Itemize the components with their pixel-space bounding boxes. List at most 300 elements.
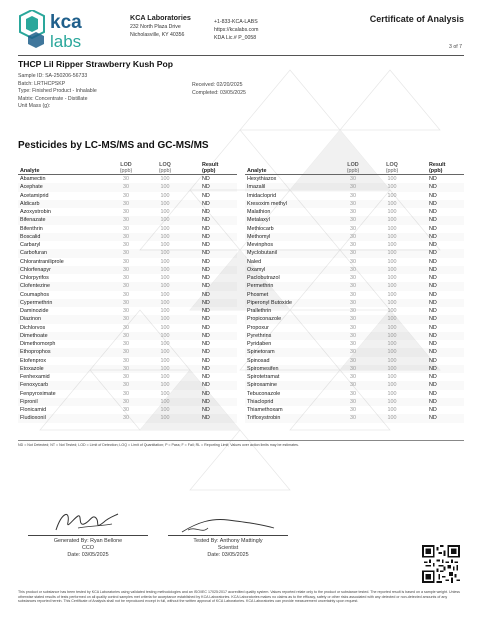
analyte-cell: Chlorantraniliprole (20, 258, 64, 265)
loq-cell: 100 (160, 316, 170, 323)
result-cell: ND (429, 299, 437, 306)
header-divider (18, 55, 464, 56)
result-cell: ND (429, 225, 437, 232)
lod-cell: 30 (350, 308, 356, 314)
loq-cell: 100 (387, 407, 397, 413)
loq-cell: 100 (160, 415, 170, 422)
analyte-cell: Prallethrin (247, 308, 272, 314)
table-right (245, 162, 464, 423)
analyte-cell: Naled (247, 258, 262, 265)
table-row (245, 365, 464, 373)
analyte-cell: Fenhexamid (20, 374, 50, 380)
result-cell: ND (202, 365, 210, 372)
lod-cell: 30 (123, 341, 129, 347)
table-row (245, 348, 464, 356)
loq-cell: 100 (387, 349, 397, 356)
table-row (18, 373, 237, 381)
result-cell: ND (202, 415, 210, 422)
lod-cell: 30 (123, 324, 129, 331)
table-row (245, 406, 464, 414)
result-cell: ND (429, 258, 437, 265)
lod-cell: 30 (123, 316, 129, 323)
table-bottom-divider (18, 440, 464, 441)
table-row (18, 208, 237, 216)
table-row (18, 348, 237, 356)
signature-line (28, 535, 148, 536)
analyte-cell: Daminozide (20, 308, 49, 314)
loq-cell: 100 (160, 192, 170, 199)
analyte-cell: Fenoxycarb (20, 382, 49, 389)
result-cell: ND (202, 390, 210, 397)
loq-cell: 100 (160, 291, 170, 298)
result-cell: ND (429, 357, 437, 364)
table-row (245, 216, 464, 224)
loq-cell: 100 (387, 176, 397, 182)
lod-cell: 30 (350, 357, 356, 364)
lod-cell: 30 (350, 341, 356, 347)
table-row (245, 200, 464, 208)
analyte-cell: Imidacloprid (247, 192, 277, 199)
analyte-cell: Acephate (20, 184, 43, 191)
table-body-right (245, 175, 464, 423)
result-cell: ND (429, 349, 437, 356)
loq-cell: 100 (160, 258, 170, 265)
table-row (245, 192, 464, 200)
lod-cell: 30 (350, 233, 356, 240)
completed-date: Completed: 03/05/2025 (192, 89, 246, 96)
sample-type: Type: Finished Product - Inhalable (18, 88, 97, 94)
lab-contact (214, 18, 258, 42)
table-row (245, 241, 464, 249)
logo-text-top: kca (50, 12, 82, 33)
table-row (245, 291, 464, 299)
analyte-cell: Pyridaben (247, 341, 272, 347)
result-cell: ND (429, 176, 437, 182)
analyte-cell: Chlorfenapyr (20, 266, 51, 273)
analyte-cell: Ethoprophos (20, 349, 51, 356)
lod-cell: 30 (123, 299, 129, 306)
result-cell: ND (202, 250, 210, 257)
sample-dates (192, 82, 246, 97)
result-cell: ND (429, 192, 437, 199)
analyte-cell: Abamectin (20, 176, 46, 182)
loq-cell: 100 (160, 184, 170, 191)
page-number: 3 of 7 (449, 44, 462, 50)
sample-meta (18, 73, 97, 111)
col-lod: LOD (ppb) (346, 162, 360, 174)
analyte-cell: Oxamyl (247, 266, 266, 273)
lod-cell: 30 (350, 176, 356, 182)
table-row (245, 249, 464, 257)
loq-cell: 100 (387, 382, 397, 389)
analyte-cell: Spinosad (247, 357, 270, 364)
analyte-cell: Clofentezine (20, 283, 50, 290)
result-cell: ND (429, 217, 437, 224)
lod-cell: 30 (123, 258, 129, 265)
loq-cell: 100 (160, 217, 170, 224)
table-row (18, 291, 237, 299)
result-cell: ND (202, 349, 210, 356)
tested-by: Tested By: Anthony Mattingly (193, 538, 263, 544)
result-cell: ND (429, 398, 437, 405)
loq-cell: 100 (387, 374, 397, 380)
analyte-cell: Fludioxonil (20, 415, 46, 422)
table-row (245, 340, 464, 348)
table-row (18, 282, 237, 290)
signature-line (168, 535, 288, 536)
loq-cell: 100 (387, 316, 397, 323)
table-row (245, 299, 464, 307)
loq-cell: 100 (160, 324, 170, 331)
sample-id: Sample ID: SA-250206-56733 (18, 73, 88, 79)
table-row (245, 307, 464, 315)
analyte-cell: Bifenazate (20, 217, 46, 224)
lod-cell: 30 (123, 250, 129, 257)
result-cell: ND (429, 341, 437, 347)
analyte-cell: Paclobutrazol (247, 275, 280, 281)
analyte-cell: Etoxazole (20, 365, 44, 372)
result-cell: ND (429, 283, 437, 290)
tested-by-title: Scientist (217, 545, 239, 551)
loq-cell: 100 (387, 308, 397, 314)
result-cell: ND (429, 382, 437, 389)
table-row (245, 414, 464, 422)
lod-cell: 30 (350, 192, 356, 199)
analyte-cell: Carbofuran (20, 250, 47, 257)
result-cell: ND (429, 291, 437, 298)
col-analyte: Analyte (20, 168, 40, 174)
lod-cell: 30 (123, 415, 129, 422)
lod-cell: 30 (350, 200, 356, 207)
lod-cell: 30 (350, 407, 356, 413)
lod-cell: 30 (123, 357, 129, 364)
result-cell: ND (429, 407, 437, 413)
lod-cell: 30 (350, 283, 356, 290)
table-row (245, 258, 464, 266)
analyte-cell: Chlorpyrifos (20, 275, 49, 281)
loq-cell: 100 (387, 242, 397, 248)
analyte-cell: Fenpyroximate (20, 390, 56, 397)
lod-cell: 30 (123, 242, 129, 248)
lod-cell: 30 (123, 283, 129, 290)
table-row (245, 324, 464, 332)
analyte-cell: Spiroxamine (247, 382, 277, 389)
lod-cell: 30 (350, 382, 356, 389)
loq-cell: 100 (160, 374, 170, 380)
analyte-cell: Trifloxystrobin (247, 415, 281, 422)
loq-cell: 100 (387, 283, 397, 290)
table-row (18, 390, 237, 398)
loq-cell: 100 (387, 233, 397, 240)
result-cell: ND (202, 266, 210, 273)
loq-cell: 100 (160, 357, 170, 364)
loq-cell: 100 (160, 398, 170, 405)
lod-cell: 30 (123, 374, 129, 380)
analyte-cell: Piperonyl Butoxide (247, 299, 292, 306)
website-link[interactable]: https://kcalabs.com (214, 27, 259, 33)
loq-cell: 100 (387, 357, 397, 364)
signature-anthony-mattingly (178, 514, 278, 536)
loq-cell: 100 (387, 324, 397, 331)
result-cell: ND (429, 324, 437, 331)
lod-cell: 30 (123, 407, 129, 413)
analyte-cell: Diazinon (20, 316, 41, 323)
document-title: Certificate of Analysis (369, 14, 464, 24)
lod-cell: 30 (350, 209, 356, 215)
result-cell: ND (429, 209, 437, 215)
lod-cell: 30 (350, 250, 356, 257)
lod-cell: 30 (350, 398, 356, 405)
loq-cell: 100 (387, 258, 397, 265)
analyte-cell: Dimethomorph (20, 341, 56, 347)
table-row (18, 340, 237, 348)
analyte-cell: Aldicarb (20, 200, 40, 207)
table-row (245, 282, 464, 290)
lod-cell: 30 (123, 209, 129, 215)
result-cell: ND (202, 308, 210, 314)
lod-cell: 30 (350, 266, 356, 273)
table-row (18, 241, 237, 249)
generated-date: Date: 03/05/2025 (67, 552, 109, 558)
loq-cell: 100 (160, 407, 170, 413)
table-row (18, 200, 237, 208)
lod-cell: 30 (123, 275, 129, 281)
loq-cell: 100 (160, 332, 170, 339)
loq-cell: 100 (387, 365, 397, 372)
table-row (18, 307, 237, 315)
result-cell: ND (202, 283, 210, 290)
loq-cell: 100 (387, 299, 397, 306)
analyte-cell: Imazalil (247, 184, 266, 191)
result-cell: ND (202, 192, 210, 199)
table-header (18, 162, 237, 175)
logo-text-bottom: labs (50, 32, 82, 50)
analyte-cell: Thiacloprid (247, 398, 274, 405)
lod-cell: 30 (350, 242, 356, 248)
loq-cell: 100 (387, 200, 397, 207)
address-line-2: Nicholasville, KY 40356 (130, 32, 185, 38)
analyte-cell: Methomyl (247, 233, 271, 240)
signature-block-generated (28, 535, 148, 559)
result-cell: ND (202, 332, 210, 339)
table-row (18, 225, 237, 233)
analyte-cell: Myclobutanil (247, 250, 277, 257)
lod-cell: 30 (350, 332, 356, 339)
table-row (245, 233, 464, 241)
analyte-cell: Flonicamid (20, 407, 47, 413)
table-row (18, 414, 237, 422)
analyte-cell: Kresoxim methyl (247, 200, 287, 207)
loq-cell: 100 (387, 192, 397, 199)
product-title: THCP Lil Ripper Strawberry Kush Pop (18, 59, 174, 69)
col-result: Result (ppb) (429, 162, 446, 174)
table-row (18, 192, 237, 200)
analyte-cell: Boscalid (20, 233, 41, 240)
table-row (245, 357, 464, 365)
result-cell: ND (429, 200, 437, 207)
analyte-cell: Acetamiprid (20, 192, 49, 199)
table-row (245, 373, 464, 381)
lod-cell: 30 (123, 332, 129, 339)
lod-cell: 30 (350, 225, 356, 232)
table-row (245, 398, 464, 406)
unit-mass: Unit Mass (g): (18, 103, 51, 109)
lod-cell: 30 (350, 365, 356, 372)
loq-cell: 100 (160, 200, 170, 207)
batch: Batch: LRTHCPSKP (18, 80, 66, 87)
analyte-cell: Spinetoram (247, 349, 275, 356)
lod-cell: 30 (123, 233, 129, 240)
analyte-cell: Fipronil (20, 398, 38, 405)
table-row (245, 315, 464, 323)
table-row (18, 398, 237, 406)
loq-cell: 100 (160, 176, 170, 182)
lod-cell: 30 (123, 291, 129, 298)
analyte-cell: Propoxur (247, 324, 269, 331)
analyte-cell: Hexythiazox (247, 176, 277, 182)
analyte-cell: Carbaryl (20, 242, 41, 248)
analyte-cell: Spiromesifen (247, 365, 279, 372)
lod-cell: 30 (123, 184, 129, 191)
table-row (18, 315, 237, 323)
result-cell: ND (202, 357, 210, 364)
result-cell: ND (202, 324, 210, 331)
table-row (245, 274, 464, 282)
table-row (245, 208, 464, 216)
matrix: Matrix: Concentrate - Distillate (18, 95, 88, 102)
lod-cell: 30 (350, 324, 356, 331)
col-loq: LOQ (ppb) (385, 162, 399, 174)
table-row (18, 183, 237, 191)
analyte-cell: Bifenthrin (20, 225, 43, 232)
table-row (18, 324, 237, 332)
lod-cell: 30 (123, 266, 129, 273)
loq-cell: 100 (387, 341, 397, 347)
analyte-cell: Mevinphos (247, 242, 274, 248)
result-cell: ND (429, 374, 437, 380)
loq-cell: 100 (387, 250, 397, 257)
result-cell: ND (202, 341, 210, 347)
result-cell: ND (202, 200, 210, 207)
col-analyte: Analyte (247, 168, 267, 174)
result-cell: ND (202, 374, 210, 380)
analyte-cell: Malathion (247, 209, 271, 215)
table-row (18, 381, 237, 389)
lod-cell: 30 (350, 217, 356, 224)
table-row (245, 390, 464, 398)
address-line-1: 232 North Plaza Drive (130, 24, 181, 30)
loq-cell: 100 (387, 184, 397, 191)
lod-cell: 30 (350, 299, 356, 306)
lod-cell: 30 (123, 390, 129, 397)
header (18, 10, 464, 50)
result-cell: ND (429, 365, 437, 372)
loq-cell: 100 (387, 225, 397, 232)
table-row (18, 332, 237, 340)
table-footnote: ND = Not Detected; NT = Not Tested; LOD = Limit of Detection; LOQ = Limit of Quantitation; P = Pass; F = Fail; RL = Reporting Limit; Values over action limits may be estimates. (18, 443, 299, 447)
analyte-cell: Coumaphos (20, 291, 50, 298)
lod-cell: 30 (123, 200, 129, 207)
qr-code[interactable] (422, 545, 460, 583)
lod-cell: 30 (123, 217, 129, 224)
analyte-cell: Methiocarb (247, 225, 274, 232)
section-title: Pesticides by LC-MS/MS and GC-MS/MS (18, 140, 209, 151)
lod-cell: 30 (350, 349, 356, 356)
loq-cell: 100 (387, 209, 397, 215)
signature-ryan-bellone (48, 508, 128, 536)
table-header (245, 162, 464, 175)
table-row (18, 258, 237, 266)
table-row (18, 406, 237, 414)
kca-labs-logo (18, 10, 118, 50)
table-body-left (18, 175, 237, 423)
lod-cell: 30 (350, 415, 356, 422)
col-loq: LOQ (ppb) (158, 162, 172, 174)
result-cell: ND (202, 299, 210, 306)
analyte-cell: Cypermethrin (20, 299, 53, 306)
loq-cell: 100 (387, 266, 397, 273)
lod-cell: 30 (350, 291, 356, 298)
table-row (18, 274, 237, 282)
loq-cell: 100 (387, 275, 397, 281)
lab-address (130, 13, 191, 39)
table-row (245, 332, 464, 340)
result-cell: ND (202, 184, 210, 191)
loq-cell: 100 (387, 390, 397, 397)
loq-cell: 100 (387, 415, 397, 422)
loq-cell: 100 (160, 390, 170, 397)
generated-by-title: CCO (82, 545, 94, 551)
result-cell: ND (429, 390, 437, 397)
loq-cell: 100 (160, 242, 170, 248)
table-row (18, 299, 237, 307)
table-row (18, 365, 237, 373)
lab-name: KCA Laboratories (130, 13, 191, 22)
lod-cell: 30 (123, 398, 129, 405)
loq-cell: 100 (160, 225, 170, 232)
result-cell: ND (202, 258, 210, 265)
lod-cell: 30 (123, 192, 129, 199)
table-row (18, 266, 237, 274)
table-row (245, 175, 464, 183)
analyte-cell: Phosmet (247, 291, 269, 298)
analyte-cell: Dimethoate (20, 332, 48, 339)
result-cell: ND (429, 233, 437, 240)
loq-cell: 100 (160, 209, 170, 215)
lod-cell: 30 (350, 390, 356, 397)
table-row (18, 357, 237, 365)
lod-cell: 30 (123, 308, 129, 314)
table-left (18, 162, 237, 423)
loq-cell: 100 (160, 308, 170, 314)
analyte-cell: Thiamethoxam (247, 407, 283, 413)
analyte-cell: Pyrethrins (247, 332, 272, 339)
col-lod: LOD (ppb) (119, 162, 133, 174)
analyte-cell: Etofenprox (20, 357, 47, 364)
result-cell: ND (429, 308, 437, 314)
loq-cell: 100 (387, 398, 397, 405)
result-cell: ND (202, 225, 210, 232)
loq-cell: 100 (160, 266, 170, 273)
loq-cell: 100 (160, 382, 170, 389)
table-row (18, 175, 237, 183)
generated-by: Generated By: Ryan Bellone (53, 538, 123, 544)
loq-cell: 100 (387, 217, 397, 224)
table-row (18, 233, 237, 241)
analyte-cell: Metalaxyl (247, 217, 270, 224)
lod-cell: 30 (350, 258, 356, 265)
analyte-cell: Azoxystrobin (20, 209, 51, 215)
